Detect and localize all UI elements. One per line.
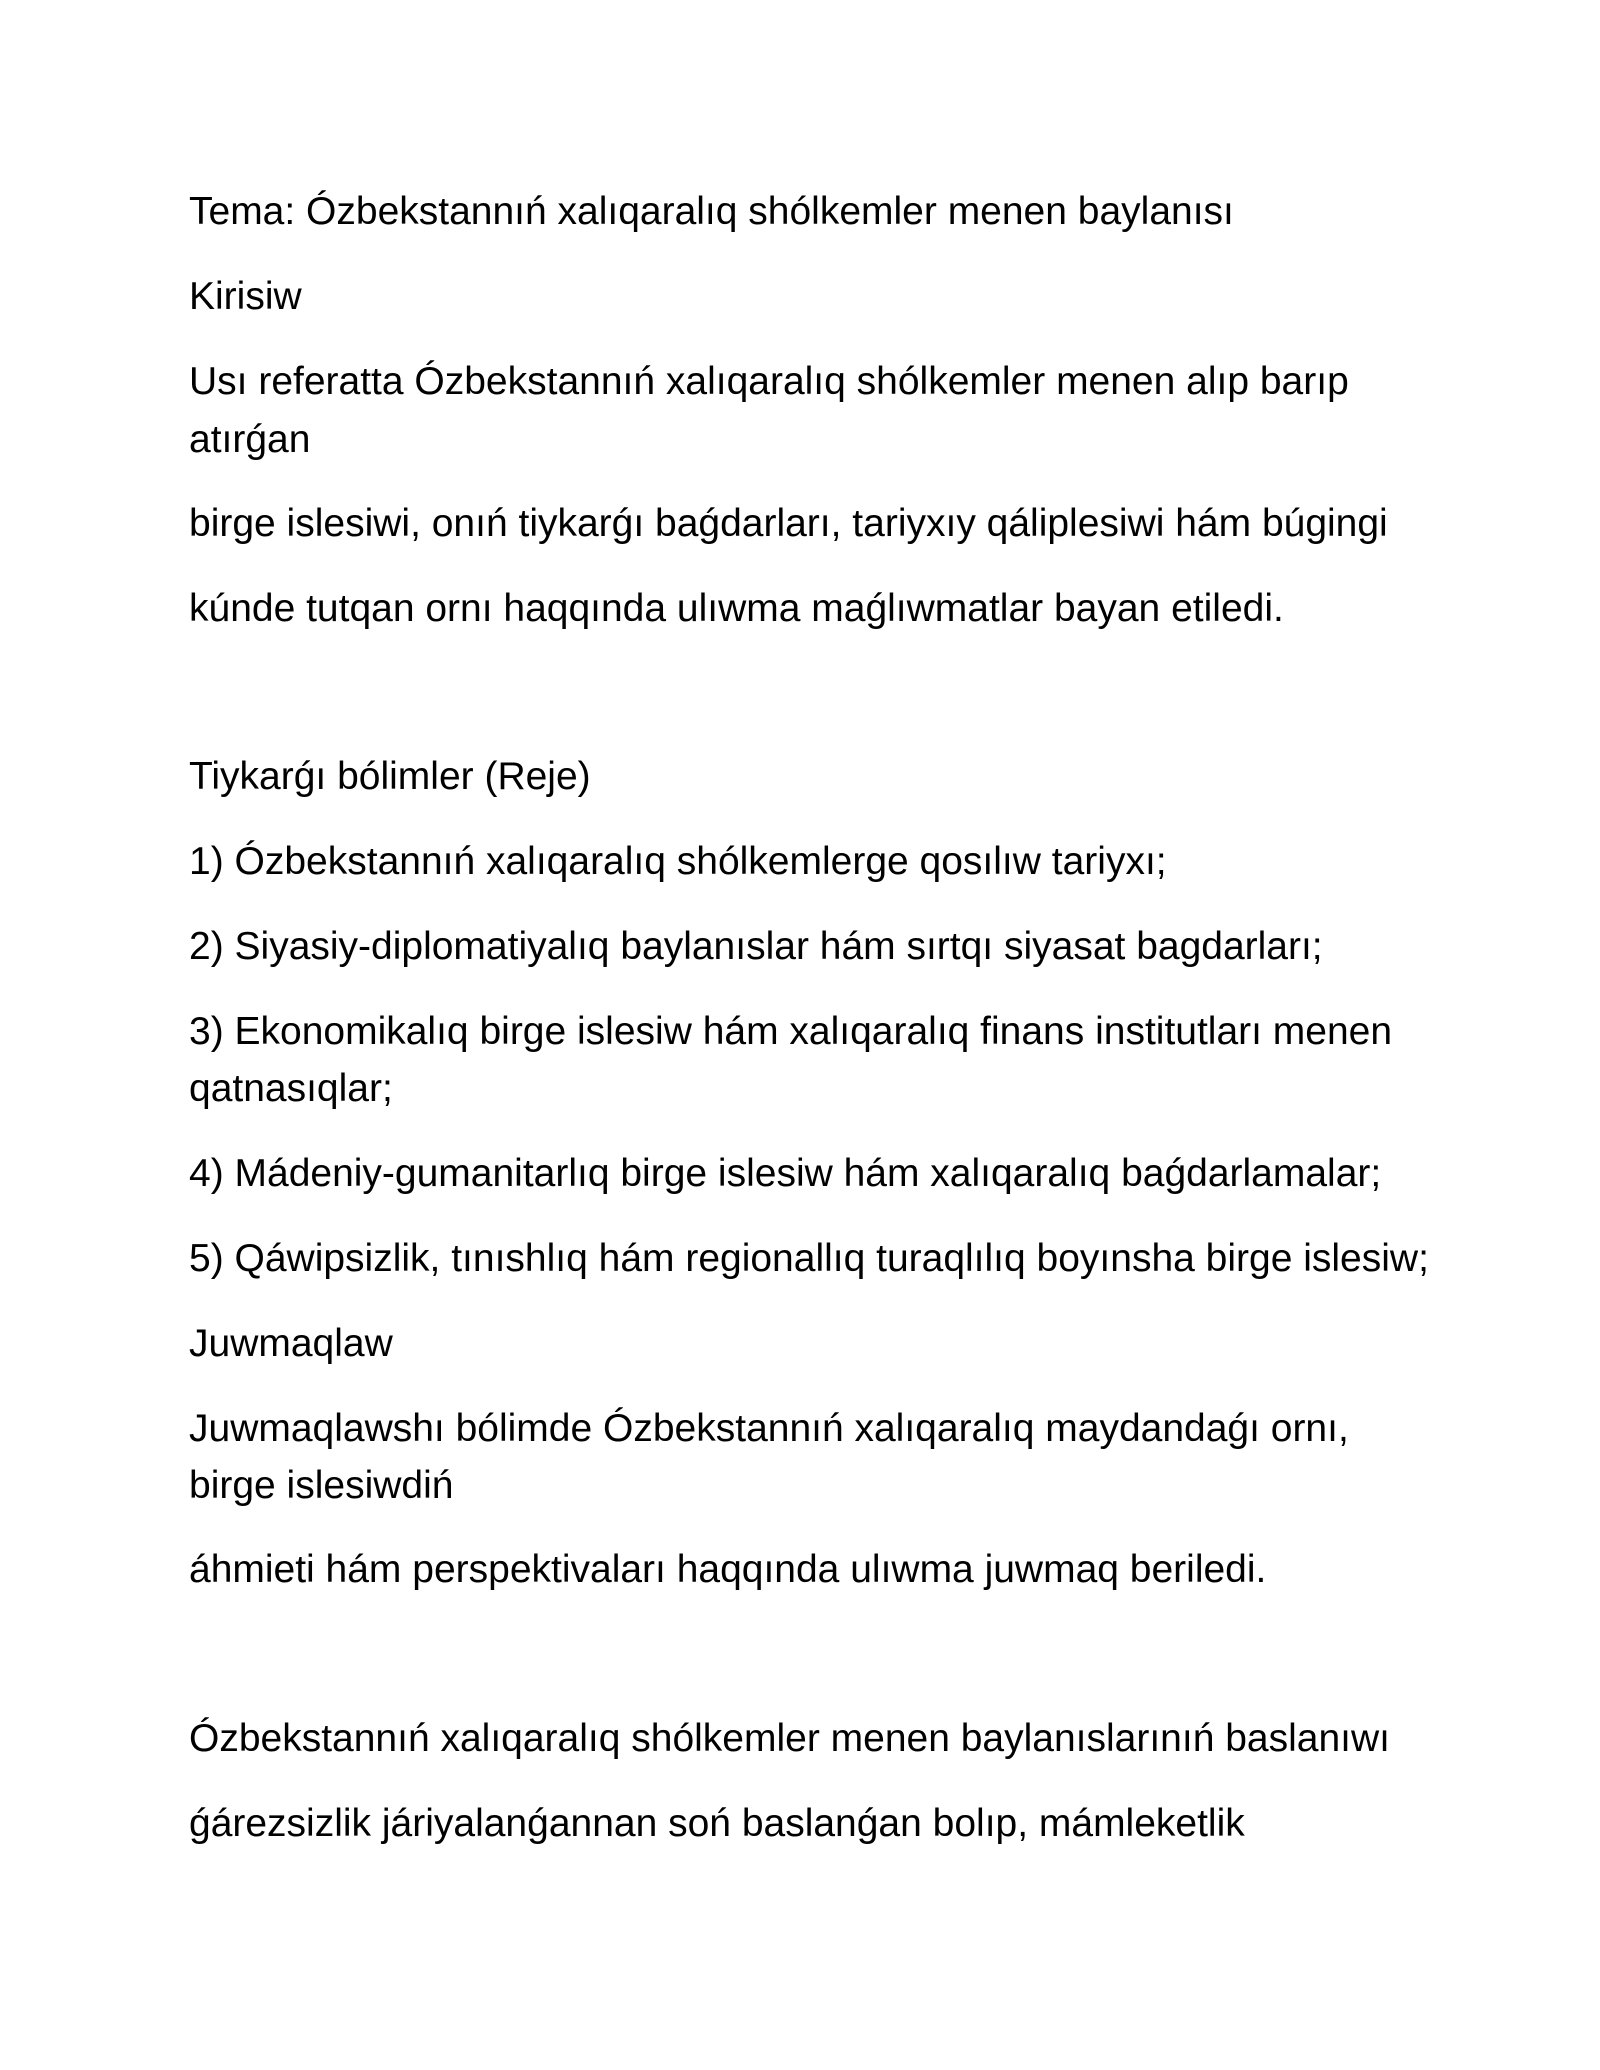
- section-heading-conclusion: Juwmaqlaw: [189, 1322, 393, 1365]
- paragraph-line: ǵárezsizlik járiyalanǵannan soń baslanǵan bolıp, mámleketlik: [189, 1802, 1245, 1845]
- section-heading-introduction: Kirisiw: [189, 275, 302, 318]
- paragraph-line: Usı referatta Ózbekstannıń xalıqaralıq shólkemler menen alıp barıp: [189, 360, 1349, 403]
- paragraph-line: Juwmaqlawshı bólimde Ózbekstannıń xalıqaralıq maydandaǵı ornı,: [189, 1407, 1349, 1450]
- paragraph-line: áhmieti hám perspektivaları haqqında ulıwma juwmaq beriledi.: [189, 1548, 1267, 1591]
- plan-item-continuation: qatnasıqlar;: [189, 1067, 393, 1110]
- paragraph-line: birge islesiwi, onıń tiykarǵı baǵdarları, tariyxıy qáliplesiwi hám búgingi: [189, 502, 1388, 545]
- plan-item: 3) Ekonomikalıq birge islesiw hám xalıqaralıq finans institutları menen: [189, 1010, 1393, 1053]
- plan-item: 5) Qáwipsizlik, tınıshlıq hám regionallıq turaqlılıq boyınsha birge islesiw;: [189, 1237, 1429, 1280]
- plan-item: 4) Mádeniy-gumanitarlıq birge islesiw hám xalıqaralıq baǵdarlamalar;: [189, 1152, 1382, 1195]
- plan-item: 2) Siyasiy-diplomatiyalıq baylanıslar hám sırtqı siyasat bagdarları;: [189, 925, 1323, 968]
- paragraph-line: Ózbekstannıń xalıqaralıq shólkemler menen baylanıslarınıń baslanıwı: [189, 1717, 1390, 1760]
- plan-item: 1) Ózbekstannıń xalıqaralıq shólkemlerge qosılıw tariyxı;: [189, 840, 1167, 883]
- section-heading-plan: Tiykarǵı bólimler (Reje): [189, 755, 591, 798]
- paragraph-line: birge islesiwdiń: [189, 1464, 454, 1507]
- document-title: Tema: Ózbekstannıń xalıqaralıq shólkemler menen baylanısı: [189, 190, 1234, 233]
- paragraph-line: atırǵan: [189, 418, 311, 461]
- paragraph-line: kúnde tutqan ornı haqqında ulıwma maǵlıwmatlar bayan etiledi.: [189, 587, 1284, 630]
